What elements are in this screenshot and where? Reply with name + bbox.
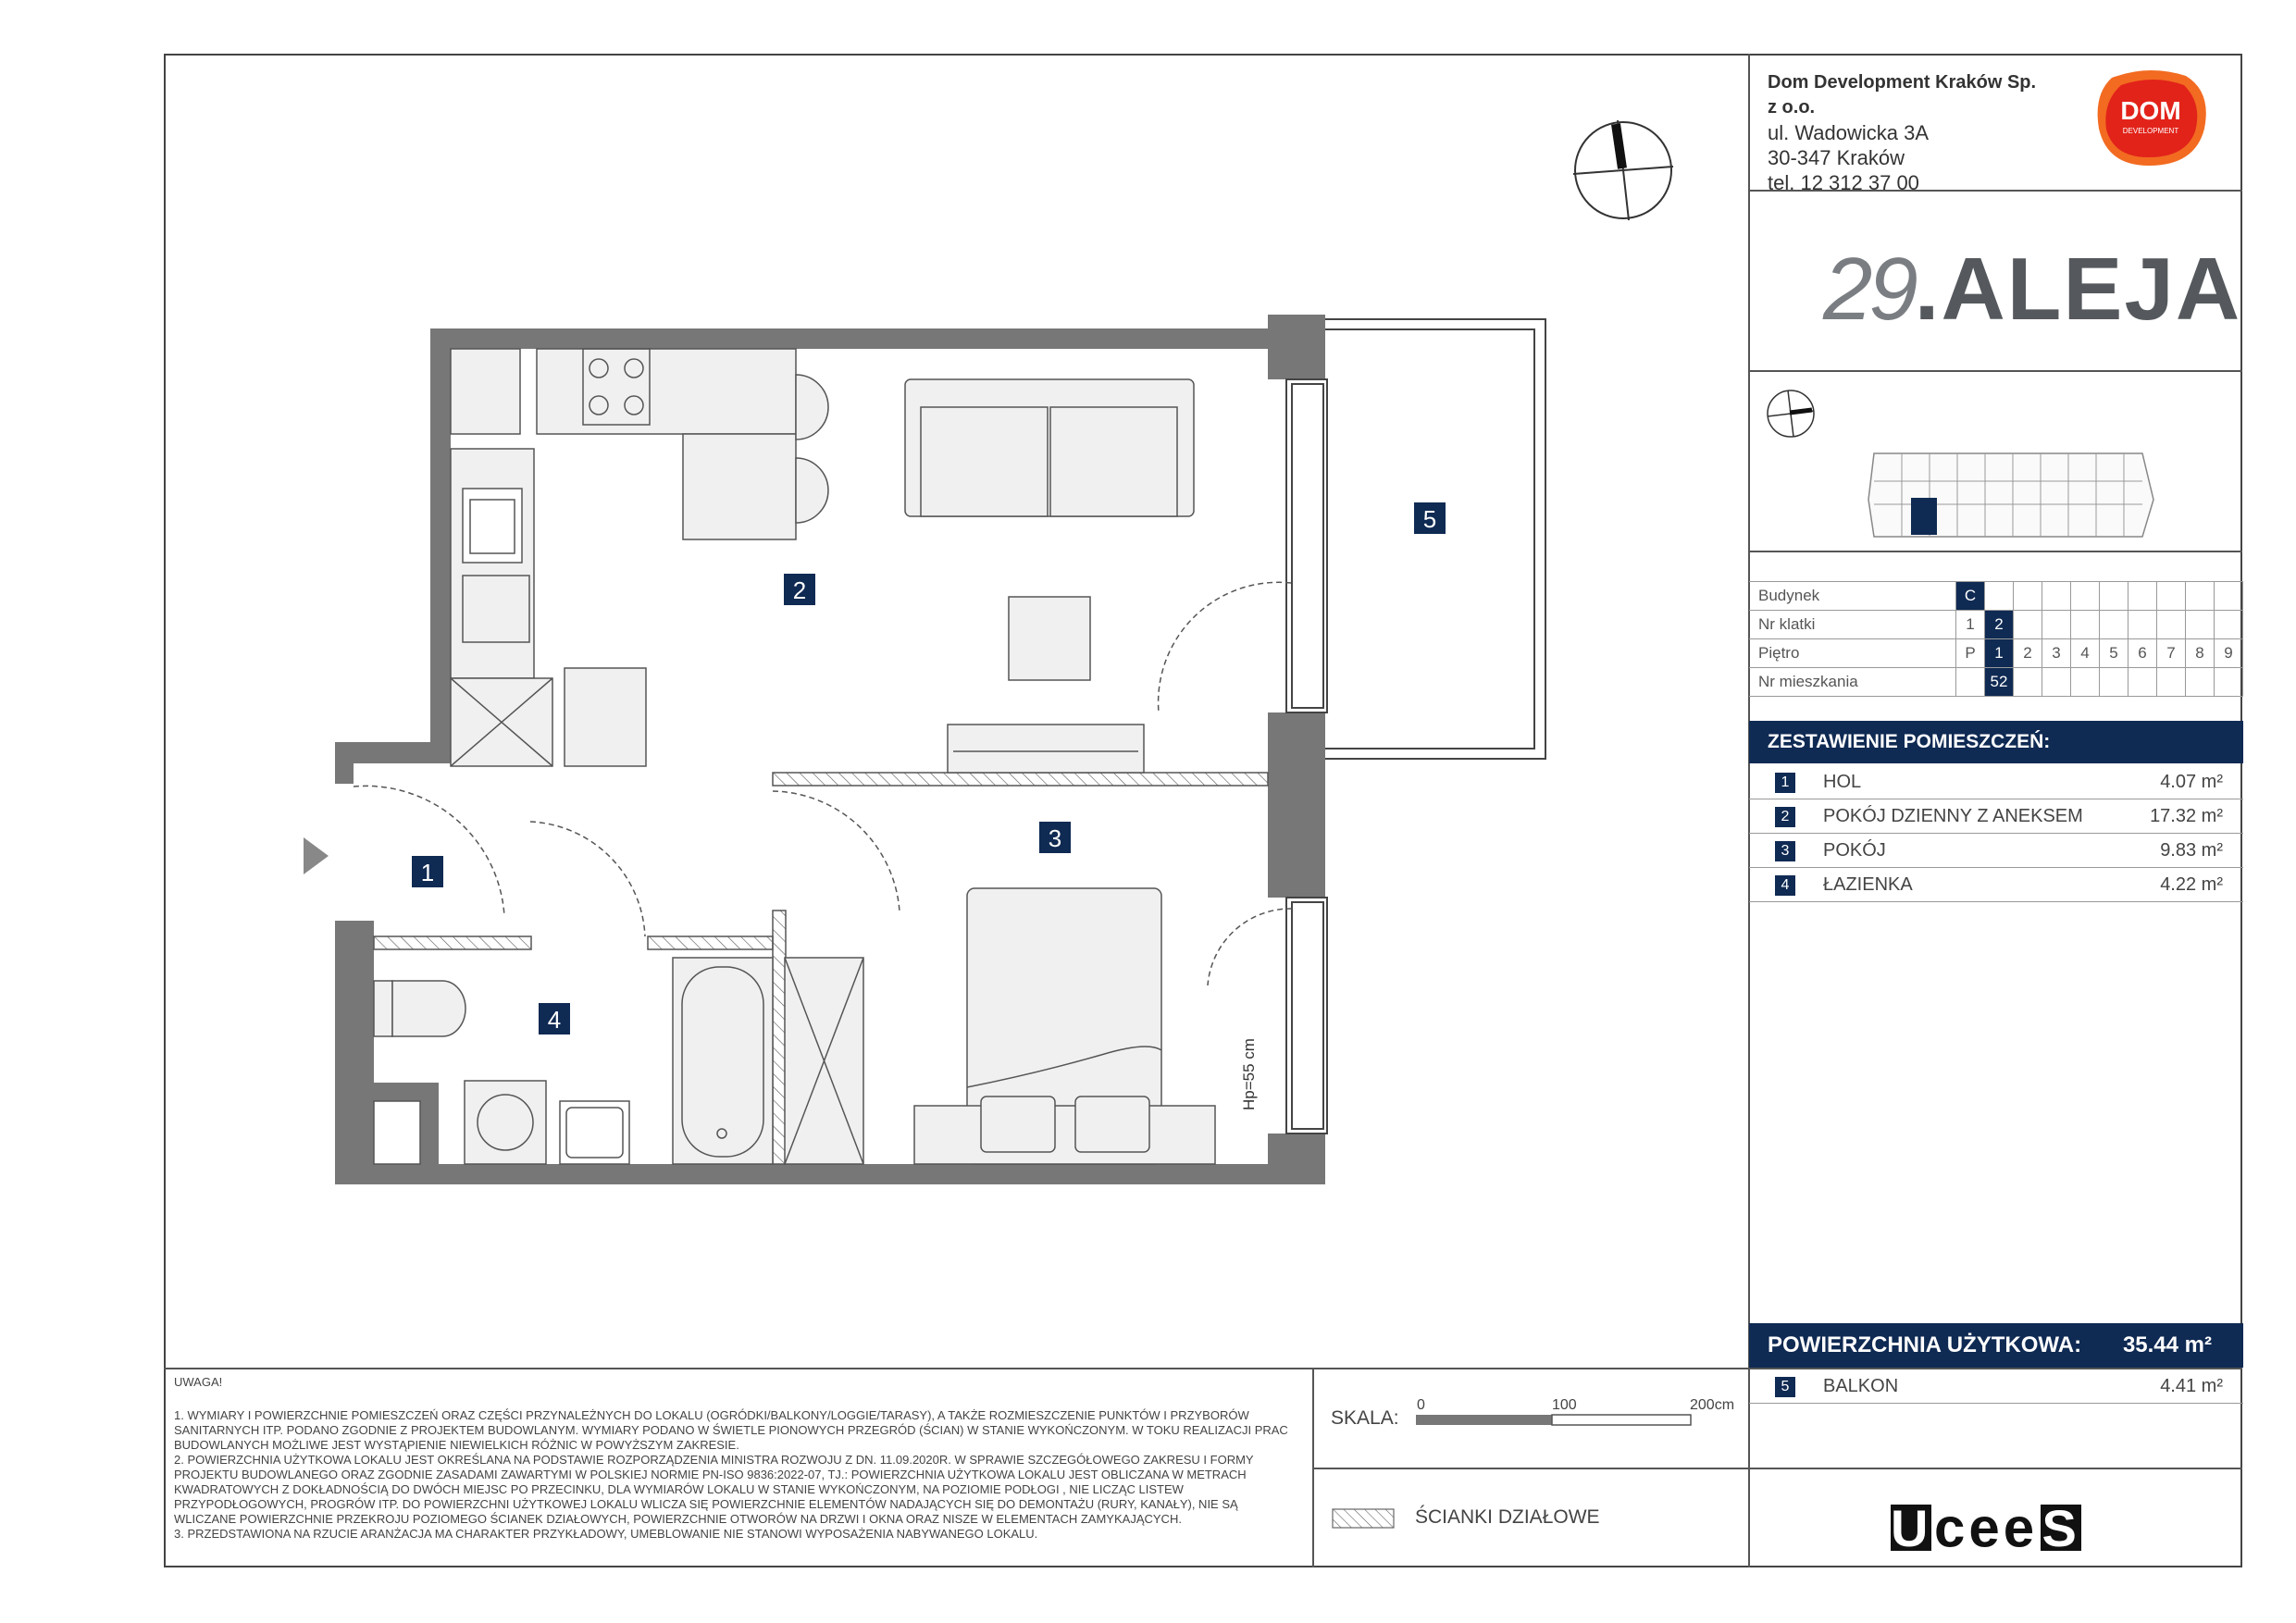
logo-text-sub: DEVELOPMENT <box>2122 127 2179 135</box>
dom-development-logo <box>2093 68 2209 170</box>
room-number-badge: 4 <box>1775 875 1795 896</box>
table-cell <box>2042 668 2071 697</box>
room-name: ŁAZIENKA <box>1823 874 1913 895</box>
table-cell <box>2071 611 2100 639</box>
table-cell: 5 <box>2100 639 2128 668</box>
floor-plan <box>296 310 1564 1212</box>
room-label-5: 5 <box>1422 505 1437 533</box>
room-row <box>1749 799 2243 834</box>
washbasin-icon <box>560 1101 629 1164</box>
note-item: 1. WYMIARY I POWIERZCHNIE POMIESZCZEŃ ORAZ CZĘŚCI PRZYNALEŻNYCH DO LOKALU (OGRÓDKI/BALKONY/LOGGIE/TARASY), A TAKŻE ROZMIESZCZENIE PUNKTÓW I PRZYBORÓW SANITARNYCH ITP. PODANO ZGODNIE Z PROJEKTEM BUDOWLANYM. WYMIARY PODANO W ŚWIETLE PIONOWYCH PRZEGRÓD (ŚCIAN) W STANIE WYKOŃCZONYM. W TOKU REALIZACJI PRAC BUDOWLANYCH MOŻLIWE JEST WYSTĄPIENIE NIEWIELKICH RÓŻNIC W POWYŻSZYM ZAKRESIE. <box>174 1408 1288 1452</box>
company-phone: tel. 12 312 37 00 <box>1768 171 1919 194</box>
company-info <box>1768 70 2045 195</box>
table-cell: 6 <box>2128 639 2157 668</box>
logo-text-main: DOM <box>2120 96 2181 125</box>
table-cell <box>2128 611 2157 639</box>
room-label-4: 4 <box>547 1006 562 1034</box>
logo-letter: e <box>2003 1496 2039 1559</box>
partition-wall-legend-swatch <box>1332 1508 1395 1529</box>
room-area: 17.32 m² <box>2150 806 2223 826</box>
bed <box>914 888 1215 1164</box>
apartment-label: Nr mieszkania <box>1749 668 1956 697</box>
table-cell <box>2128 582 2157 611</box>
note-item: 2. POWIERZCHNIA UŻYTKOWA LOKALU JEST OKREŚLANA NA PODSTAWIE ROZPORZĄDZENIA MINISTRA ROZWOJU Z DN. 11.09.2020R. W SPRAWIE SZCZEGÓŁOWEGO ZAKRESU I FORMY PROJEKTU BUDOWLANEGO ORAZ ZGODNIE ZASADAMI ZAWARTYMI W POLSKIEJ NORMIE PN-ISO 9836:2022-07, TJ.: POWIERZCHNIA UŻYTKOWA LOKALU JEST OBLICZANA W METRACH KWADRATOWYCH Z DOKŁADNOŚCIĄ DO DWÓCH MIEJSC PO PRZECINKU, DLA WYMIARÓW LOKALU W STANIE WYKOŃCZONYM, NA POZIOMIE PODŁOGI , NIE LICZĄC LISTEW PRZYPODŁOGOWYCH, PROGRÓW ITP. DO POWIERZCHNI UŻYTKOWEJ LOKALU WLICZA SIĘ POWIERZCHNIE ELEMENTÓW NADAJĄCYCH SIĘ DO DEMONTAŻU (RURY, KANAŁY), NIE SĄ WLICZANE POWIERZCHNIE PRZEKROJU POZIOMEGO ŚCIANEK DZIAŁOWYCH, POWIERZCHNIE OTWORÓW NA DRZWI I OKNA ORAZ NISZE W ELEMENTACH ZAMYKAJĄCYCH. <box>174 1453 1254 1526</box>
table-cell: P <box>1956 639 1985 668</box>
notes <box>174 1375 1298 1542</box>
table-cell <box>2128 668 2157 697</box>
room-name: BALKON <box>1823 1376 1899 1396</box>
table-cell: 7 <box>2157 639 2186 668</box>
room-row <box>1749 868 2243 902</box>
table-cell: 9 <box>2215 639 2243 668</box>
bar-stools <box>796 375 828 523</box>
table-cell <box>2157 611 2186 639</box>
legend-rule <box>1312 1468 1749 1469</box>
location-table <box>1749 581 2243 697</box>
company-street: ul. Wadowicka 3A <box>1768 121 1930 144</box>
shaft <box>374 1101 420 1164</box>
entrance-arrow-icon <box>304 837 329 874</box>
panel-rule <box>1748 370 2242 372</box>
panel-rule <box>1748 551 2242 552</box>
table-cell <box>2014 668 2042 697</box>
compass-small-icon <box>1766 389 1816 439</box>
table-row <box>1749 639 2243 668</box>
logo-letter: c <box>1934 1496 1969 1559</box>
project-brand <box>1823 239 2241 341</box>
room-name: POKÓJ <box>1823 840 1886 861</box>
table-cell <box>2042 582 2071 611</box>
room-area: 4.07 m² <box>2160 772 2223 792</box>
room-number-badge: 1 <box>1775 773 1795 793</box>
table-cell <box>2186 668 2215 697</box>
balcony <box>1323 319 1545 759</box>
table-cell: 2 <box>2014 639 2042 668</box>
table-cell <box>2186 582 2215 611</box>
table-cell <box>2042 611 2071 639</box>
ucees-logo <box>1888 1492 2084 1560</box>
building-key-plan <box>1865 444 2161 541</box>
partition-wall-legend-label: ŚCIANKI DZIAŁOWE <box>1415 1506 1600 1528</box>
scale-bar <box>1416 1414 1694 1427</box>
table-cell <box>2014 611 2042 639</box>
company-name: Dom Development Kraków Sp. z o.o. <box>1768 72 2037 118</box>
apartment-highlight <box>1911 498 1937 535</box>
washing-machine-icon <box>465 1081 546 1164</box>
table-cell <box>2215 668 2243 697</box>
room-row <box>1749 834 2243 868</box>
room-area: 4.41 m² <box>2160 1376 2223 1396</box>
table-cell <box>1956 668 1985 697</box>
note-item: 3. PRZEDSTAWIONA NA RZUCIE ARANŻACJA MA CHARAKTER PRZYKŁADOWY, UMEBLOWANIE NIE STANOWI WYPOSAŻENIA NABYWANEGO LOKALU. <box>174 1527 1038 1541</box>
table-cell: 4 <box>2071 639 2100 668</box>
table-row <box>1749 668 2243 697</box>
table-cell <box>2215 611 2243 639</box>
table-cell: 8 <box>2186 639 2215 668</box>
notes-top-rule <box>164 1368 1749 1369</box>
table-row <box>1749 582 2243 611</box>
scale-tick-100: 100 <box>1552 1397 1577 1413</box>
scale-tick-200: 200cm <box>1690 1397 1735 1413</box>
brand-number: 29 <box>1823 240 1915 339</box>
room-number-badge: 3 <box>1775 841 1795 861</box>
table-cell: 1 <box>1956 611 1985 639</box>
table-cell <box>2215 582 2243 611</box>
room-number-badge: 5 <box>1775 1377 1795 1397</box>
room-number-badge: 2 <box>1775 807 1795 827</box>
room-label-2: 2 <box>792 576 807 604</box>
table-cell <box>2071 582 2100 611</box>
usable-area-label: POWIERZCHNIA UŻYTKOWA: <box>1768 1332 2082 1357</box>
balcony-row <box>1749 1369 2243 1404</box>
table-cell <box>1985 582 2014 611</box>
compass-icon <box>1571 118 1675 222</box>
logo-letter: e <box>1968 1496 2004 1559</box>
brand-name: .ALEJA <box>1914 240 2242 339</box>
table-cell <box>2100 668 2128 697</box>
usable-area-value: 35.44 m² <box>2122 1332 2212 1357</box>
sink-icon <box>463 489 522 563</box>
stairwell-label: Nr klatki <box>1749 611 1956 639</box>
coffee-table <box>1009 597 1090 680</box>
table-cell <box>2186 611 2215 639</box>
table-cell: 3 <box>2042 639 2071 668</box>
room-name: HOL <box>1823 772 1862 792</box>
table-cell <box>2100 582 2128 611</box>
floor-label: Piętro <box>1749 639 1956 668</box>
scale-label: SKALA: <box>1331 1407 1399 1429</box>
toilet-icon <box>374 981 465 1036</box>
table-cell: 1 <box>1985 639 2014 668</box>
sill-height-note: Hp=55 cm <box>1240 1038 1258 1110</box>
table-cell <box>2014 582 2042 611</box>
shower-panel <box>785 958 863 1164</box>
panel-rule <box>1748 1468 2242 1469</box>
sofa <box>905 379 1194 516</box>
company-city: 30-347 Kraków <box>1768 146 1905 169</box>
room-area: 4.22 m² <box>2160 874 2223 895</box>
room-label-1: 1 <box>420 859 435 886</box>
table-cell: C <box>1956 582 1985 611</box>
room-row <box>1749 765 2243 799</box>
room-area: 9.83 m² <box>2160 840 2223 861</box>
table-cell: 2 <box>1985 611 2014 639</box>
room-label-3: 3 <box>1048 824 1062 852</box>
logo-letter: U <box>1891 1499 1932 1558</box>
building-label: Budynek <box>1749 582 1956 611</box>
logo-letter: S <box>2042 1499 2080 1558</box>
notes-title: UWAGA! <box>174 1375 223 1389</box>
table-cell: 52 <box>1985 668 2014 697</box>
rooms-summary-heading: ZESTAWIENIE POMIESZCZEŃ: <box>1749 721 2243 763</box>
table-cell <box>2157 582 2186 611</box>
tv-cabinet <box>948 725 1144 773</box>
room-name: POKÓJ DZIENNY Z ANEKSEM <box>1823 806 2083 826</box>
table-row <box>1749 611 2243 639</box>
table-cell <box>2157 668 2186 697</box>
table-cell <box>2071 668 2100 697</box>
bathtub <box>673 958 773 1164</box>
scale-tick-0: 0 <box>1417 1397 1425 1413</box>
usable-area-bar <box>1749 1323 2243 1368</box>
table-cell <box>2100 611 2128 639</box>
